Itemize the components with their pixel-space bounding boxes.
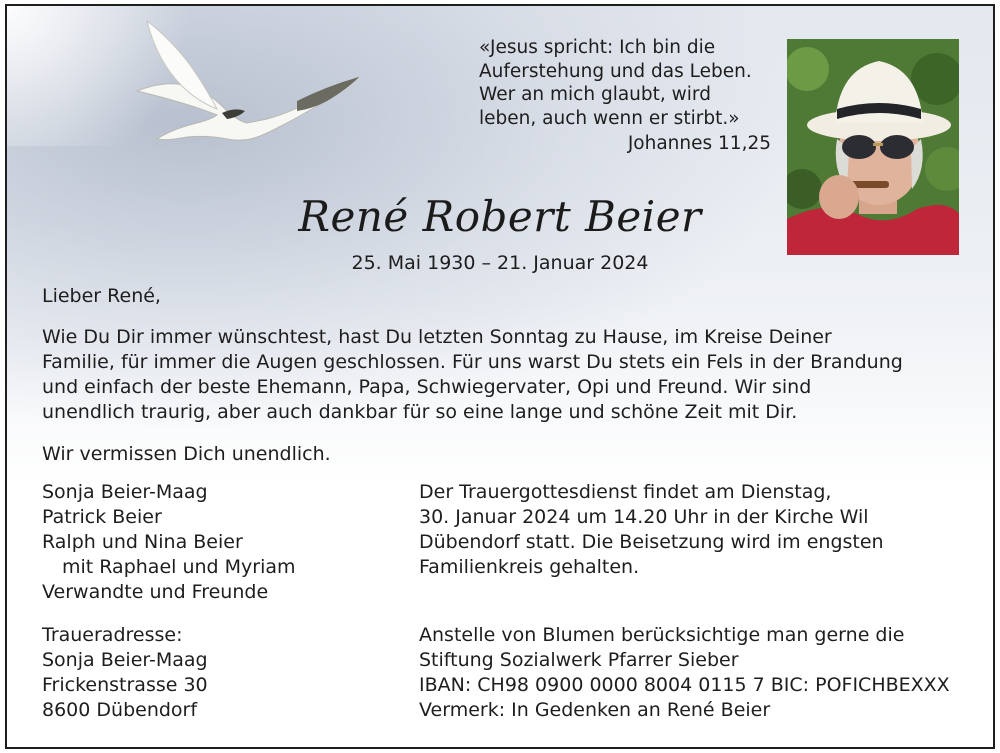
- mourner: mit Raphael und Myriam: [62, 556, 296, 578]
- obituary-card: [5, 4, 995, 749]
- missing-statement: Wir vermissen Dich unendlich.: [42, 443, 331, 465]
- paragraph-line: und einfach der beste Ehemann, Papa, Schwiegervater, Opi und Freund. Wir sind: [42, 376, 812, 398]
- donation-line: Anstelle von Blumen berücksichtige man gerne die: [419, 624, 905, 646]
- paragraph-line: unendlich traurig, aber auch dankbar für so eine lange und schöne Zeit mit Dir.: [42, 401, 798, 423]
- service-line: Dübendorf statt. Die Beisetzung wird im engsten: [419, 531, 884, 553]
- mourning-address: [42, 623, 402, 723]
- quote-line: Wer an mich glaubt, wird: [479, 84, 711, 105]
- quote-line: «Jesus spricht: Ich bin die: [479, 37, 716, 58]
- service-line: Familienkreis gehalten.: [419, 556, 640, 578]
- donation-info: [419, 623, 989, 723]
- mourner: Verwandte und Freunde: [42, 581, 269, 603]
- service-line: 30. Januar 2024 um 14.20 Uhr in der Kirche Wil: [419, 506, 869, 528]
- quote-line: leben, auch wenn er stirbt.»: [479, 107, 740, 129]
- service-line: Der Trauergottesdienst findet am Dienstag,: [419, 481, 832, 503]
- letter-body: [42, 284, 942, 467]
- address-line: 8600 Dübendorf: [42, 699, 198, 721]
- life-dates: 25. Mai 1930 – 21. Januar 2024: [351, 252, 649, 274]
- deceased-name: René Robert Beier: [298, 192, 702, 241]
- quote-line: Auferstehung und das Leben.: [479, 60, 752, 82]
- address-line: Traueradresse:: [42, 624, 183, 646]
- bible-quote: [479, 36, 779, 156]
- mourner: Patrick Beier: [42, 506, 162, 528]
- address-line: Frickenstrasse 30: [42, 674, 208, 696]
- donation-line: Stiftung Sozialwerk Pfarrer Sieber: [419, 649, 739, 671]
- greeting: Lieber René,: [42, 285, 161, 307]
- quote-reference: Johannes 11,25: [627, 133, 771, 154]
- mourners-list: [42, 480, 402, 605]
- mourner: Sonja Beier-Maag: [42, 481, 208, 503]
- paragraph-line: Wie Du Dir immer wünschtest, hast Du letzten Sonntag zu Hause, im Kreise Deiner: [42, 326, 832, 348]
- address-line: Sonja Beier-Maag: [42, 649, 208, 671]
- service-info: [419, 480, 979, 580]
- donation-line: IBAN: CH98 0900 0000 8004 0115 7 BIC: POFICHBEXXX: [419, 674, 950, 696]
- paragraph-line: Familie, für immer die Augen geschlossen. Für uns warst Du stets ein Fels in der Brandung: [42, 351, 903, 373]
- dove-icon: [127, 11, 367, 161]
- mourner: Ralph und Nina Beier: [42, 531, 243, 553]
- donation-line: Vermerk: In Gedenken an René Beier: [419, 699, 771, 721]
